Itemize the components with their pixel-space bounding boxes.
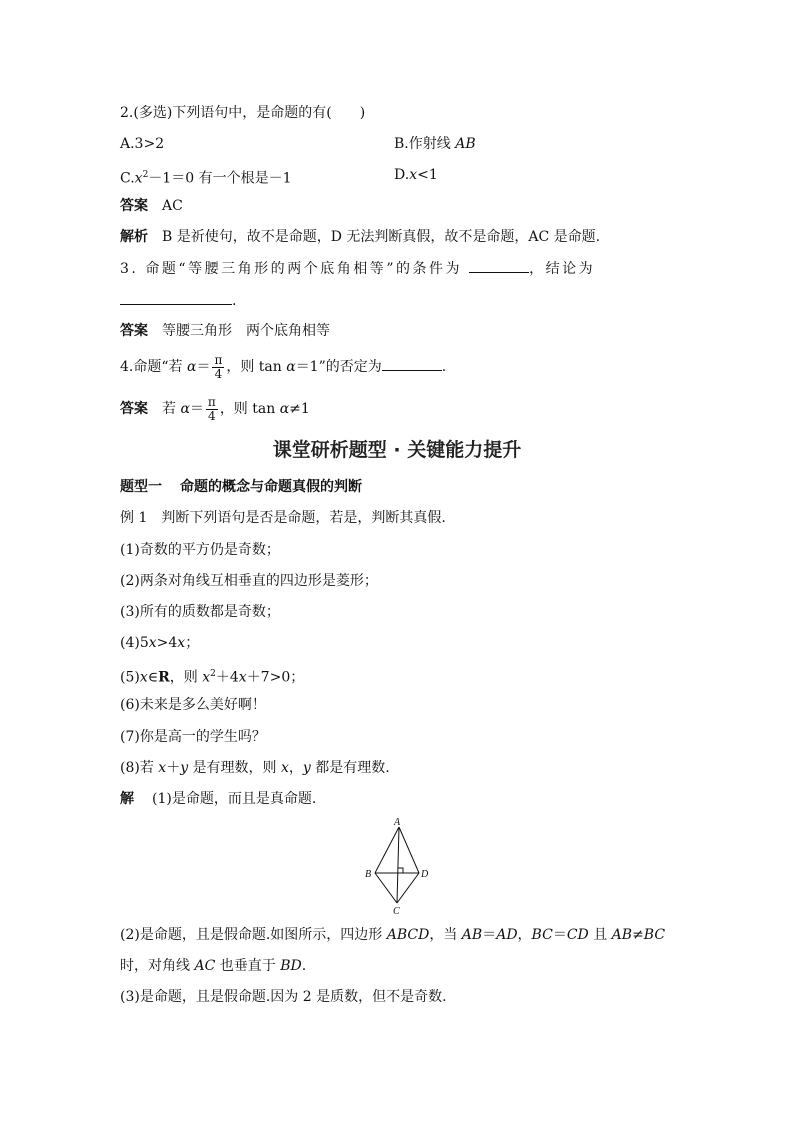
q4-blank <box>382 356 442 371</box>
example1-statement-4: (4)5x>4x； <box>120 635 200 651</box>
vertex-label-c: C <box>393 906 400 915</box>
q2-analysis: 解析 B 是祈使句，故不是命题，D 无法判断真假，故不是命题，AC 是命题. <box>120 229 601 245</box>
q3-answer: 答案 等腰三角形 两个底角相等 <box>120 323 330 339</box>
q3-blank-condition <box>469 258 529 273</box>
solution-label: 解 <box>120 791 134 807</box>
fraction-pi-over-4: $\frac{\pi}{4}$ <box>207 394 216 423</box>
analysis-label: 解析 <box>120 229 148 245</box>
example1-statement-1: (1)奇数的平方仍是奇数； <box>120 542 280 558</box>
example1-statement-7: (7)你是高一的学生吗？ <box>120 729 266 745</box>
vertex-label-a: A <box>394 817 401 828</box>
q3-stem-cont: . <box>120 290 236 311</box>
example1-statement-5: (5)x∈R，则 $x^2+4x+7>0$； <box>120 669 305 686</box>
q2-option-d: D.x<1 <box>394 167 438 183</box>
fraction-pi-over-4: $\frac{\pi}{4}$ <box>214 352 223 381</box>
diagonal-ac <box>397 827 399 903</box>
example1-stem: 例 1 判断下列语句是否是命题，若是，判断其真假. <box>120 510 446 526</box>
vertex-label-d: D <box>421 869 429 880</box>
q2-option-b: B.作射线 AB <box>394 136 476 152</box>
q3-stem: 3. 命题“等腰三角形的两个底角相等”的条件为 ，结论为 <box>120 258 595 279</box>
solution-3: (3)是命题，且是假命题.因为 2 是质数，但不是奇数. <box>120 989 447 1005</box>
example1-statement-8: (8)若 x＋y 是有理数，则 x，y 都是有理数. <box>120 760 390 776</box>
right-angle-mark <box>398 868 403 873</box>
quadrilateral-figure <box>355 815 435 915</box>
solution-2-cont: 时，对角线 AC 也垂直于 BD. <box>120 958 307 974</box>
q2-answer: 答案 AC <box>120 198 183 214</box>
edge-bc <box>375 873 397 903</box>
section-title: 课堂研析题型 · 关键能力提升 <box>272 439 522 461</box>
example1-statement-6: (6)未来是多么美好啊！ <box>120 697 266 713</box>
answer-label: 答案 <box>120 401 148 417</box>
example1-statement-2: (2)两条对角线互相垂直的四边形是菱形； <box>120 573 378 589</box>
q2-stem: 2.(多选)下列语句中，是命题的有( ) <box>120 105 366 121</box>
q2-option-a: A.3>2 <box>120 136 165 152</box>
edge-ad <box>399 827 419 873</box>
answer-label: 答案 <box>120 323 148 339</box>
vertex-label-b: B <box>365 869 372 880</box>
q3-blank-conclusion <box>120 290 232 305</box>
type1-heading: 题型一 命题的概念与命题真假的判断 <box>120 479 362 495</box>
answer-label: 答案 <box>120 198 148 214</box>
q4-answer: 答案 若 α＝ $\frac{\pi}{4}$ ，则 tan α≠1 <box>120 394 310 423</box>
solution-2: (2)是命题，且是假命题.如图所示，四边形 ABCD，当 AB＝AD，BC＝CD 且 AB≠BC <box>120 927 666 943</box>
example1-statement-3: (3)所有的质数都是奇数； <box>120 604 280 620</box>
edge-dc <box>397 873 419 903</box>
solution-1: 解 (1)是命题，而且是真命题. <box>120 791 317 807</box>
q2-option-c: $C.x^2-1=0$ 有一个根是－1 <box>120 170 292 187</box>
edge-ab <box>375 827 399 873</box>
q4-stem: 4.命题“若 α＝ $\frac{\pi}{4}$ ，则 tan α＝1”的否定为 . <box>120 352 447 381</box>
